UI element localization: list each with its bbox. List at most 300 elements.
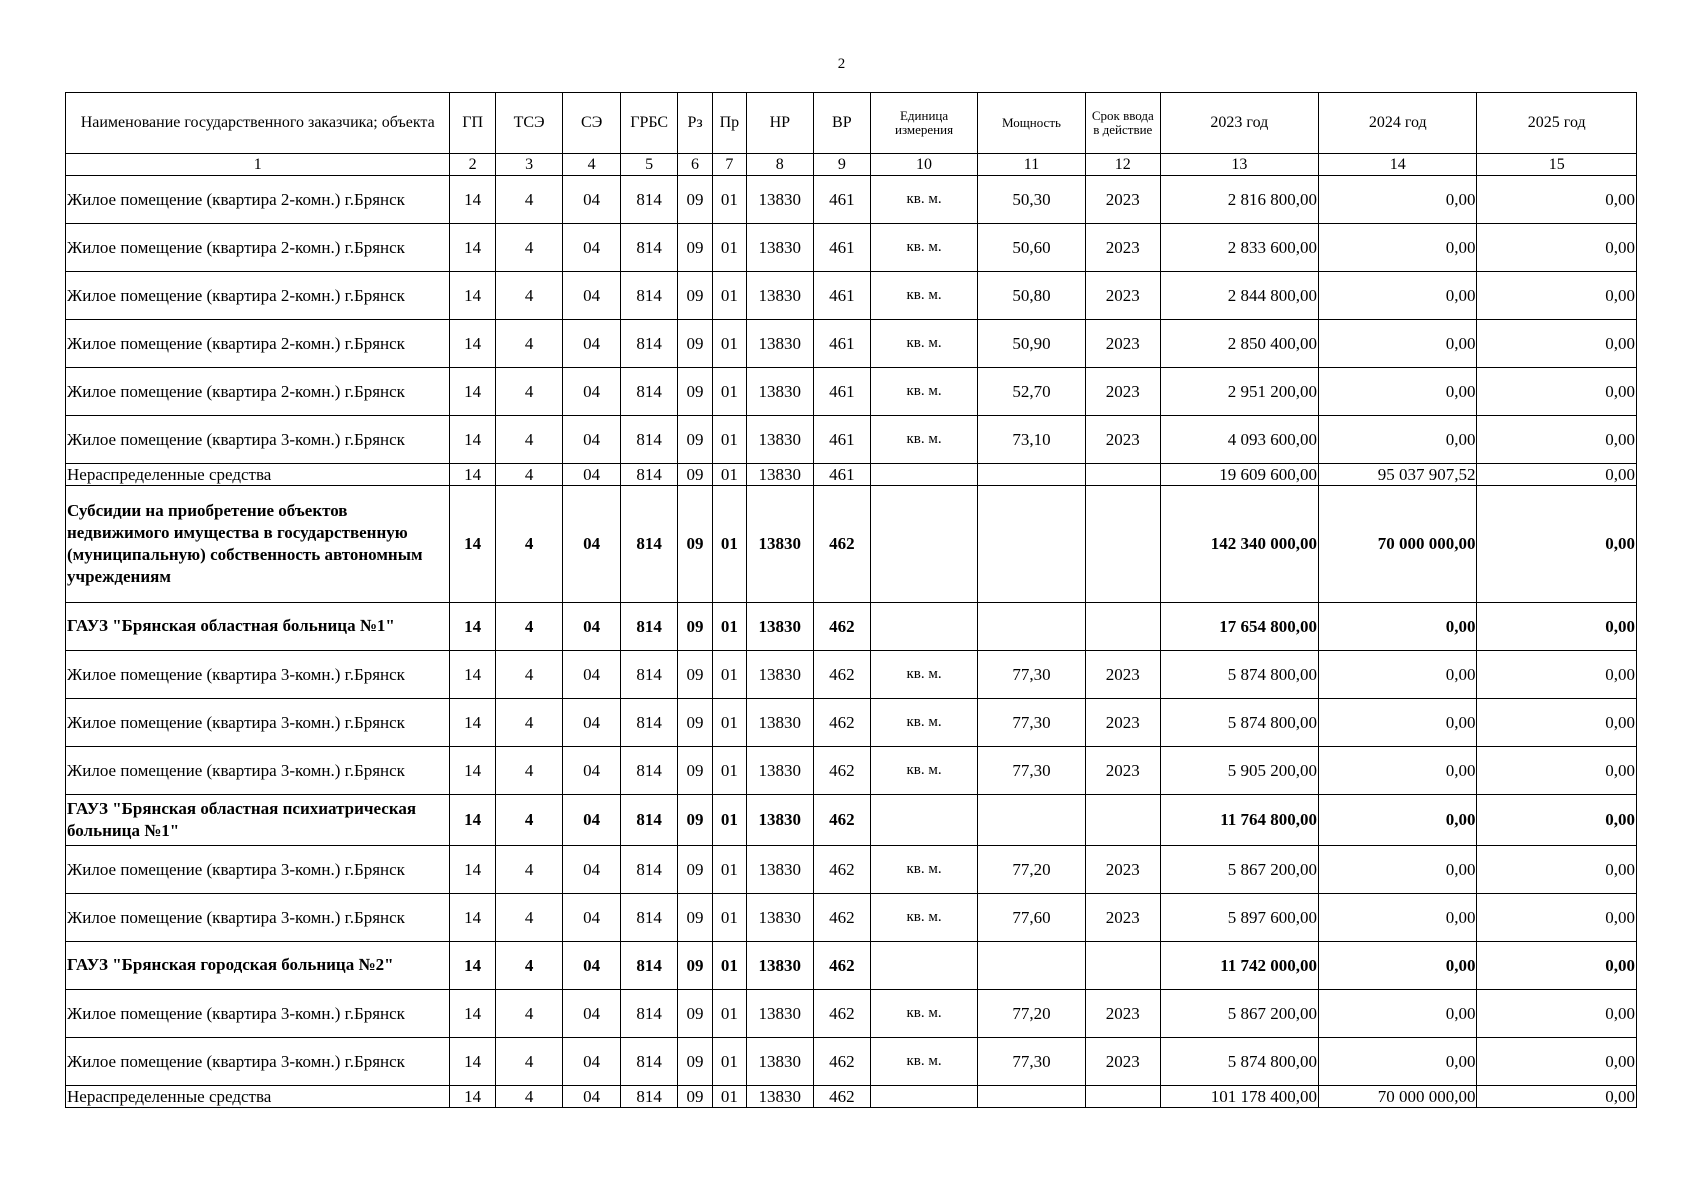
row-2024-cell: 95 037 907,52 [1319,464,1477,486]
row-vr-cell: 462 [813,894,871,942]
row-rz-cell: 09 [678,368,712,416]
row-power-cell: 77,30 [978,1038,1086,1086]
table-row [66,224,1637,272]
col-number: 8 [747,154,814,176]
col-number: 4 [563,154,621,176]
row-name-cell: Нераспределенные средства [66,1086,450,1108]
row-grbs-cell: 814 [620,416,678,464]
row-gp-cell: 14 [450,942,495,990]
row-2025-cell: 0,00 [1477,942,1637,990]
row-name-cell: Жилое помещение (квартира 3-комн.) г.Брянск [66,416,450,464]
row-2024-cell: 0,00 [1319,416,1477,464]
row-pr-cell: 01 [712,486,746,603]
row-gp-cell: 14 [450,747,495,795]
row-vr-cell: 462 [813,990,871,1038]
row-tse-cell: 4 [495,486,563,603]
row-term-cell: 2023 [1085,651,1160,699]
col-header-rz: Рз [678,93,712,154]
row-rz-cell: 09 [678,416,712,464]
row-pr-cell: 01 [712,464,746,486]
row-vr-cell: 462 [813,942,871,990]
row-tse-cell: 4 [495,368,563,416]
row-name-cell: Жилое помещение (квартира 3-комн.) г.Брянск [66,747,450,795]
row-tse-cell: 4 [495,795,563,846]
row-2023-cell: 11 742 000,00 [1160,942,1318,990]
row-2023-cell: 5 874 800,00 [1160,1038,1318,1086]
row-nr-cell: 13830 [747,176,814,224]
row-term-cell [1085,603,1160,651]
row-power-cell: 77,30 [978,747,1086,795]
row-name-cell: Жилое помещение (квартира 3-комн.) г.Брянск [66,990,450,1038]
table-row [66,464,1637,486]
row-name-cell: ГАУЗ "Брянская городская больница №2" [66,942,450,990]
row-unit-cell [871,486,978,603]
row-tse-cell: 4 [495,1086,563,1108]
row-2023-cell: 101 178 400,00 [1160,1086,1318,1108]
row-nr-cell: 13830 [747,464,814,486]
row-2024-cell: 0,00 [1319,699,1477,747]
row-2025-cell: 0,00 [1477,747,1637,795]
row-se-cell: 04 [563,320,621,368]
row-power-cell [978,464,1086,486]
row-pr-cell: 01 [712,846,746,894]
row-2025-cell: 0,00 [1477,699,1637,747]
row-name-cell: ГАУЗ "Брянская областная психиатрическая больница №1" [66,795,450,846]
row-2023-cell: 5 874 800,00 [1160,651,1318,699]
row-unit-cell: кв. м. [871,368,978,416]
row-tse-cell: 4 [495,320,563,368]
row-vr-cell: 462 [813,747,871,795]
row-grbs-cell: 814 [620,486,678,603]
row-name-cell: Субсидии на приобретение объектов недвижимого имущества в государственную (муниципальную) собственность автономным учреждениям [66,486,450,603]
row-nr-cell: 13830 [747,486,814,603]
row-unit-cell: кв. м. [871,272,978,320]
table-row [66,320,1637,368]
row-unit-cell: кв. м. [871,176,978,224]
row-2023-cell: 2 844 800,00 [1160,272,1318,320]
row-rz-cell: 09 [678,846,712,894]
row-power-cell [978,603,1086,651]
row-term-cell: 2023 [1085,224,1160,272]
row-nr-cell: 13830 [747,747,814,795]
row-power-cell: 77,30 [978,699,1086,747]
table-body [66,176,1637,1108]
row-rz-cell: 09 [678,1038,712,1086]
row-grbs-cell: 814 [620,894,678,942]
table-row [66,416,1637,464]
row-grbs-cell: 814 [620,1086,678,1108]
row-2024-cell: 0,00 [1319,747,1477,795]
row-vr-cell: 461 [813,416,871,464]
row-rz-cell: 09 [678,1086,712,1108]
row-tse-cell: 4 [495,416,563,464]
row-2024-cell: 0,00 [1319,894,1477,942]
row-term-cell: 2023 [1085,846,1160,894]
row-nr-cell: 13830 [747,990,814,1038]
row-tse-cell: 4 [495,1038,563,1086]
col-number: 12 [1085,154,1160,176]
row-2024-cell: 70 000 000,00 [1319,486,1477,603]
row-2023-cell: 5 905 200,00 [1160,747,1318,795]
row-power-cell: 52,70 [978,368,1086,416]
col-number: 13 [1160,154,1318,176]
col-header-pr: Пр [712,93,746,154]
row-rz-cell: 09 [678,603,712,651]
row-se-cell: 04 [563,464,621,486]
row-se-cell: 04 [563,1086,621,1108]
row-power-cell [978,486,1086,603]
row-vr-cell: 462 [813,699,871,747]
row-name-cell: Жилое помещение (квартира 2-комн.) г.Брянск [66,272,450,320]
col-header-term: Срок ввода в действие [1085,93,1160,154]
row-unit-cell: кв. м. [871,320,978,368]
col-number: 5 [620,154,678,176]
row-term-cell: 2023 [1085,1038,1160,1086]
row-2025-cell: 0,00 [1477,603,1637,651]
row-2025-cell: 0,00 [1477,990,1637,1038]
table-row [66,894,1637,942]
row-name-cell: ГАУЗ "Брянская областная больница №1" [66,603,450,651]
column-number-row [66,154,1637,176]
row-rz-cell: 09 [678,272,712,320]
row-nr-cell: 13830 [747,320,814,368]
row-vr-cell: 462 [813,795,871,846]
table-row [66,651,1637,699]
row-grbs-cell: 814 [620,990,678,1038]
row-2024-cell: 0,00 [1319,320,1477,368]
row-power-cell: 77,30 [978,651,1086,699]
row-rz-cell: 09 [678,942,712,990]
row-nr-cell: 13830 [747,795,814,846]
row-se-cell: 04 [563,747,621,795]
row-gp-cell: 14 [450,464,495,486]
row-unit-cell [871,1086,978,1108]
row-power-cell: 73,10 [978,416,1086,464]
table-row [66,1038,1637,1086]
row-nr-cell: 13830 [747,651,814,699]
row-vr-cell: 461 [813,464,871,486]
row-term-cell: 2023 [1085,272,1160,320]
row-se-cell: 04 [563,368,621,416]
table-row [66,486,1637,603]
row-rz-cell: 09 [678,699,712,747]
row-2023-cell: 11 764 800,00 [1160,795,1318,846]
row-nr-cell: 13830 [747,368,814,416]
col-header-nr: НР [747,93,814,154]
row-se-cell: 04 [563,224,621,272]
row-tse-cell: 4 [495,224,563,272]
table-row [66,368,1637,416]
row-se-cell: 04 [563,942,621,990]
row-pr-cell: 01 [712,990,746,1038]
row-pr-cell: 01 [712,272,746,320]
row-2024-cell: 0,00 [1319,368,1477,416]
row-grbs-cell: 814 [620,272,678,320]
table-row [66,1086,1637,1108]
row-name-cell: Жилое помещение (квартира 2-комн.) г.Брянск [66,176,450,224]
row-tse-cell: 4 [495,747,563,795]
row-term-cell: 2023 [1085,320,1160,368]
row-2025-cell: 0,00 [1477,368,1637,416]
row-vr-cell: 461 [813,368,871,416]
row-rz-cell: 09 [678,990,712,1038]
row-vr-cell: 461 [813,272,871,320]
row-gp-cell: 14 [450,990,495,1038]
row-2025-cell: 0,00 [1477,1086,1637,1108]
row-2023-cell: 4 093 600,00 [1160,416,1318,464]
row-se-cell: 04 [563,699,621,747]
row-2025-cell: 0,00 [1477,894,1637,942]
row-gp-cell: 14 [450,368,495,416]
row-name-cell: Жилое помещение (квартира 3-комн.) г.Брянск [66,699,450,747]
row-2025-cell: 0,00 [1477,846,1637,894]
row-unit-cell: кв. м. [871,747,978,795]
col-number: 3 [495,154,563,176]
row-term-cell: 2023 [1085,416,1160,464]
row-2025-cell: 0,00 [1477,486,1637,603]
row-2024-cell: 0,00 [1319,176,1477,224]
row-se-cell: 04 [563,603,621,651]
row-pr-cell: 01 [712,176,746,224]
row-pr-cell: 01 [712,894,746,942]
row-se-cell: 04 [563,1038,621,1086]
row-gp-cell: 14 [450,1086,495,1108]
row-se-cell: 04 [563,990,621,1038]
row-2023-cell: 2 951 200,00 [1160,368,1318,416]
row-term-cell [1085,942,1160,990]
row-2024-cell: 0,00 [1319,846,1477,894]
row-gp-cell: 14 [450,272,495,320]
row-term-cell: 2023 [1085,176,1160,224]
row-unit-cell [871,942,978,990]
row-vr-cell: 462 [813,486,871,603]
row-rz-cell: 09 [678,320,712,368]
row-gp-cell: 14 [450,1038,495,1086]
row-gp-cell: 14 [450,224,495,272]
row-pr-cell: 01 [712,942,746,990]
row-pr-cell: 01 [712,699,746,747]
col-header-name: Наименование государственного заказчика; объекта [66,93,450,154]
row-power-cell: 50,90 [978,320,1086,368]
row-grbs-cell: 814 [620,320,678,368]
row-unit-cell: кв. м. [871,224,978,272]
table-row [66,942,1637,990]
row-2023-cell: 5 867 200,00 [1160,846,1318,894]
row-tse-cell: 4 [495,894,563,942]
row-vr-cell: 461 [813,224,871,272]
row-power-cell: 50,30 [978,176,1086,224]
row-pr-cell: 01 [712,747,746,795]
row-2025-cell: 0,00 [1477,176,1637,224]
row-se-cell: 04 [563,176,621,224]
row-se-cell: 04 [563,795,621,846]
row-unit-cell: кв. м. [871,651,978,699]
row-gp-cell: 14 [450,320,495,368]
row-grbs-cell: 814 [620,846,678,894]
row-unit-cell: кв. м. [871,1038,978,1086]
row-tse-cell: 4 [495,651,563,699]
col-header-2024: 2024 год [1319,93,1477,154]
row-2025-cell: 0,00 [1477,416,1637,464]
row-name-cell: Жилое помещение (квартира 2-комн.) г.Брянск [66,320,450,368]
row-nr-cell: 13830 [747,846,814,894]
row-name-cell: Жилое помещение (квартира 3-комн.) г.Брянск [66,846,450,894]
row-name-cell: Жилое помещение (квартира 2-комн.) г.Брянск [66,368,450,416]
row-power-cell [978,942,1086,990]
row-power-cell [978,1086,1086,1108]
col-header-se: СЭ [563,93,621,154]
row-pr-cell: 01 [712,603,746,651]
table-row [66,747,1637,795]
row-se-cell: 04 [563,416,621,464]
row-se-cell: 04 [563,486,621,603]
row-power-cell: 77,20 [978,846,1086,894]
row-unit-cell: кв. м. [871,846,978,894]
table-row [66,795,1637,846]
row-unit-cell: кв. м. [871,416,978,464]
row-pr-cell: 01 [712,1038,746,1086]
row-vr-cell: 462 [813,603,871,651]
row-gp-cell: 14 [450,416,495,464]
row-2025-cell: 0,00 [1477,464,1637,486]
row-2023-cell: 2 833 600,00 [1160,224,1318,272]
row-2023-cell: 142 340 000,00 [1160,486,1318,603]
col-number: 9 [813,154,871,176]
col-number: 10 [871,154,978,176]
table-row [66,990,1637,1038]
row-power-cell: 77,60 [978,894,1086,942]
row-vr-cell: 462 [813,1086,871,1108]
row-name-cell: Жилое помещение (квартира 3-комн.) г.Брянск [66,894,450,942]
row-grbs-cell: 814 [620,795,678,846]
row-2024-cell: 70 000 000,00 [1319,1086,1477,1108]
row-2025-cell: 0,00 [1477,795,1637,846]
row-power-cell: 77,20 [978,990,1086,1038]
row-2024-cell: 0,00 [1319,651,1477,699]
row-gp-cell: 14 [450,176,495,224]
row-term-cell: 2023 [1085,699,1160,747]
row-grbs-cell: 814 [620,176,678,224]
row-2024-cell: 0,00 [1319,942,1477,990]
row-rz-cell: 09 [678,486,712,603]
row-vr-cell: 462 [813,1038,871,1086]
row-2025-cell: 0,00 [1477,224,1637,272]
row-se-cell: 04 [563,651,621,699]
row-gp-cell: 14 [450,699,495,747]
table-row [66,603,1637,651]
row-nr-cell: 13830 [747,603,814,651]
row-unit-cell [871,795,978,846]
row-tse-cell: 4 [495,942,563,990]
row-rz-cell: 09 [678,464,712,486]
row-term-cell [1085,464,1160,486]
row-term-cell: 2023 [1085,894,1160,942]
row-2025-cell: 0,00 [1477,651,1637,699]
row-gp-cell: 14 [450,486,495,603]
row-2024-cell: 0,00 [1319,272,1477,320]
table-header [66,93,1637,176]
row-vr-cell: 461 [813,320,871,368]
row-unit-cell: кв. м. [871,894,978,942]
header-row [66,93,1637,154]
row-pr-cell: 01 [712,224,746,272]
row-2024-cell: 0,00 [1319,990,1477,1038]
row-gp-cell: 14 [450,846,495,894]
col-header-grbs: ГРБС [620,93,678,154]
row-name-cell: Жилое помещение (квартира 3-комн.) г.Брянск [66,651,450,699]
row-unit-cell: кв. м. [871,699,978,747]
row-tse-cell: 4 [495,176,563,224]
row-grbs-cell: 814 [620,651,678,699]
row-tse-cell: 4 [495,603,563,651]
row-nr-cell: 13830 [747,942,814,990]
row-tse-cell: 4 [495,846,563,894]
row-2023-cell: 19 609 600,00 [1160,464,1318,486]
row-grbs-cell: 814 [620,368,678,416]
col-number: 7 [712,154,746,176]
row-tse-cell: 4 [495,699,563,747]
row-rz-cell: 09 [678,176,712,224]
row-se-cell: 04 [563,894,621,942]
col-header-unit: Единица измерения [871,93,978,154]
col-number: 1 [66,154,450,176]
row-rz-cell: 09 [678,795,712,846]
row-2024-cell: 0,00 [1319,795,1477,846]
row-2023-cell: 5 874 800,00 [1160,699,1318,747]
table-row [66,699,1637,747]
row-2024-cell: 0,00 [1319,224,1477,272]
row-2024-cell: 0,00 [1319,1038,1477,1086]
row-gp-cell: 14 [450,795,495,846]
row-name-cell: Жилое помещение (квартира 3-комн.) г.Брянск [66,1038,450,1086]
row-term-cell: 2023 [1085,747,1160,795]
row-gp-cell: 14 [450,894,495,942]
row-term-cell [1085,1086,1160,1108]
row-2023-cell: 17 654 800,00 [1160,603,1318,651]
row-2024-cell: 0,00 [1319,603,1477,651]
row-nr-cell: 13830 [747,416,814,464]
row-se-cell: 04 [563,272,621,320]
row-nr-cell: 13830 [747,272,814,320]
row-2025-cell: 0,00 [1477,320,1637,368]
col-header-power: Мощность [978,93,1086,154]
row-grbs-cell: 814 [620,464,678,486]
row-2023-cell: 2 816 800,00 [1160,176,1318,224]
page-number: 2 [837,56,846,72]
row-nr-cell: 13830 [747,1086,814,1108]
row-name-cell: Нераспределенные средства [66,464,450,486]
row-nr-cell: 13830 [747,1038,814,1086]
col-number: 6 [678,154,712,176]
row-nr-cell: 13830 [747,224,814,272]
col-header-2025: 2025 год [1477,93,1637,154]
row-2023-cell: 5 897 600,00 [1160,894,1318,942]
row-term-cell: 2023 [1085,990,1160,1038]
col-number: 11 [978,154,1086,176]
row-rz-cell: 09 [678,224,712,272]
row-2025-cell: 0,00 [1477,272,1637,320]
row-2023-cell: 5 867 200,00 [1160,990,1318,1038]
row-grbs-cell: 814 [620,942,678,990]
row-unit-cell [871,464,978,486]
row-pr-cell: 01 [712,1086,746,1108]
budget-table [65,92,1637,1108]
row-rz-cell: 09 [678,651,712,699]
row-nr-cell: 13830 [747,894,814,942]
col-number: 14 [1319,154,1477,176]
row-nr-cell: 13830 [747,699,814,747]
row-name-cell: Жилое помещение (квартира 2-комн.) г.Брянск [66,224,450,272]
